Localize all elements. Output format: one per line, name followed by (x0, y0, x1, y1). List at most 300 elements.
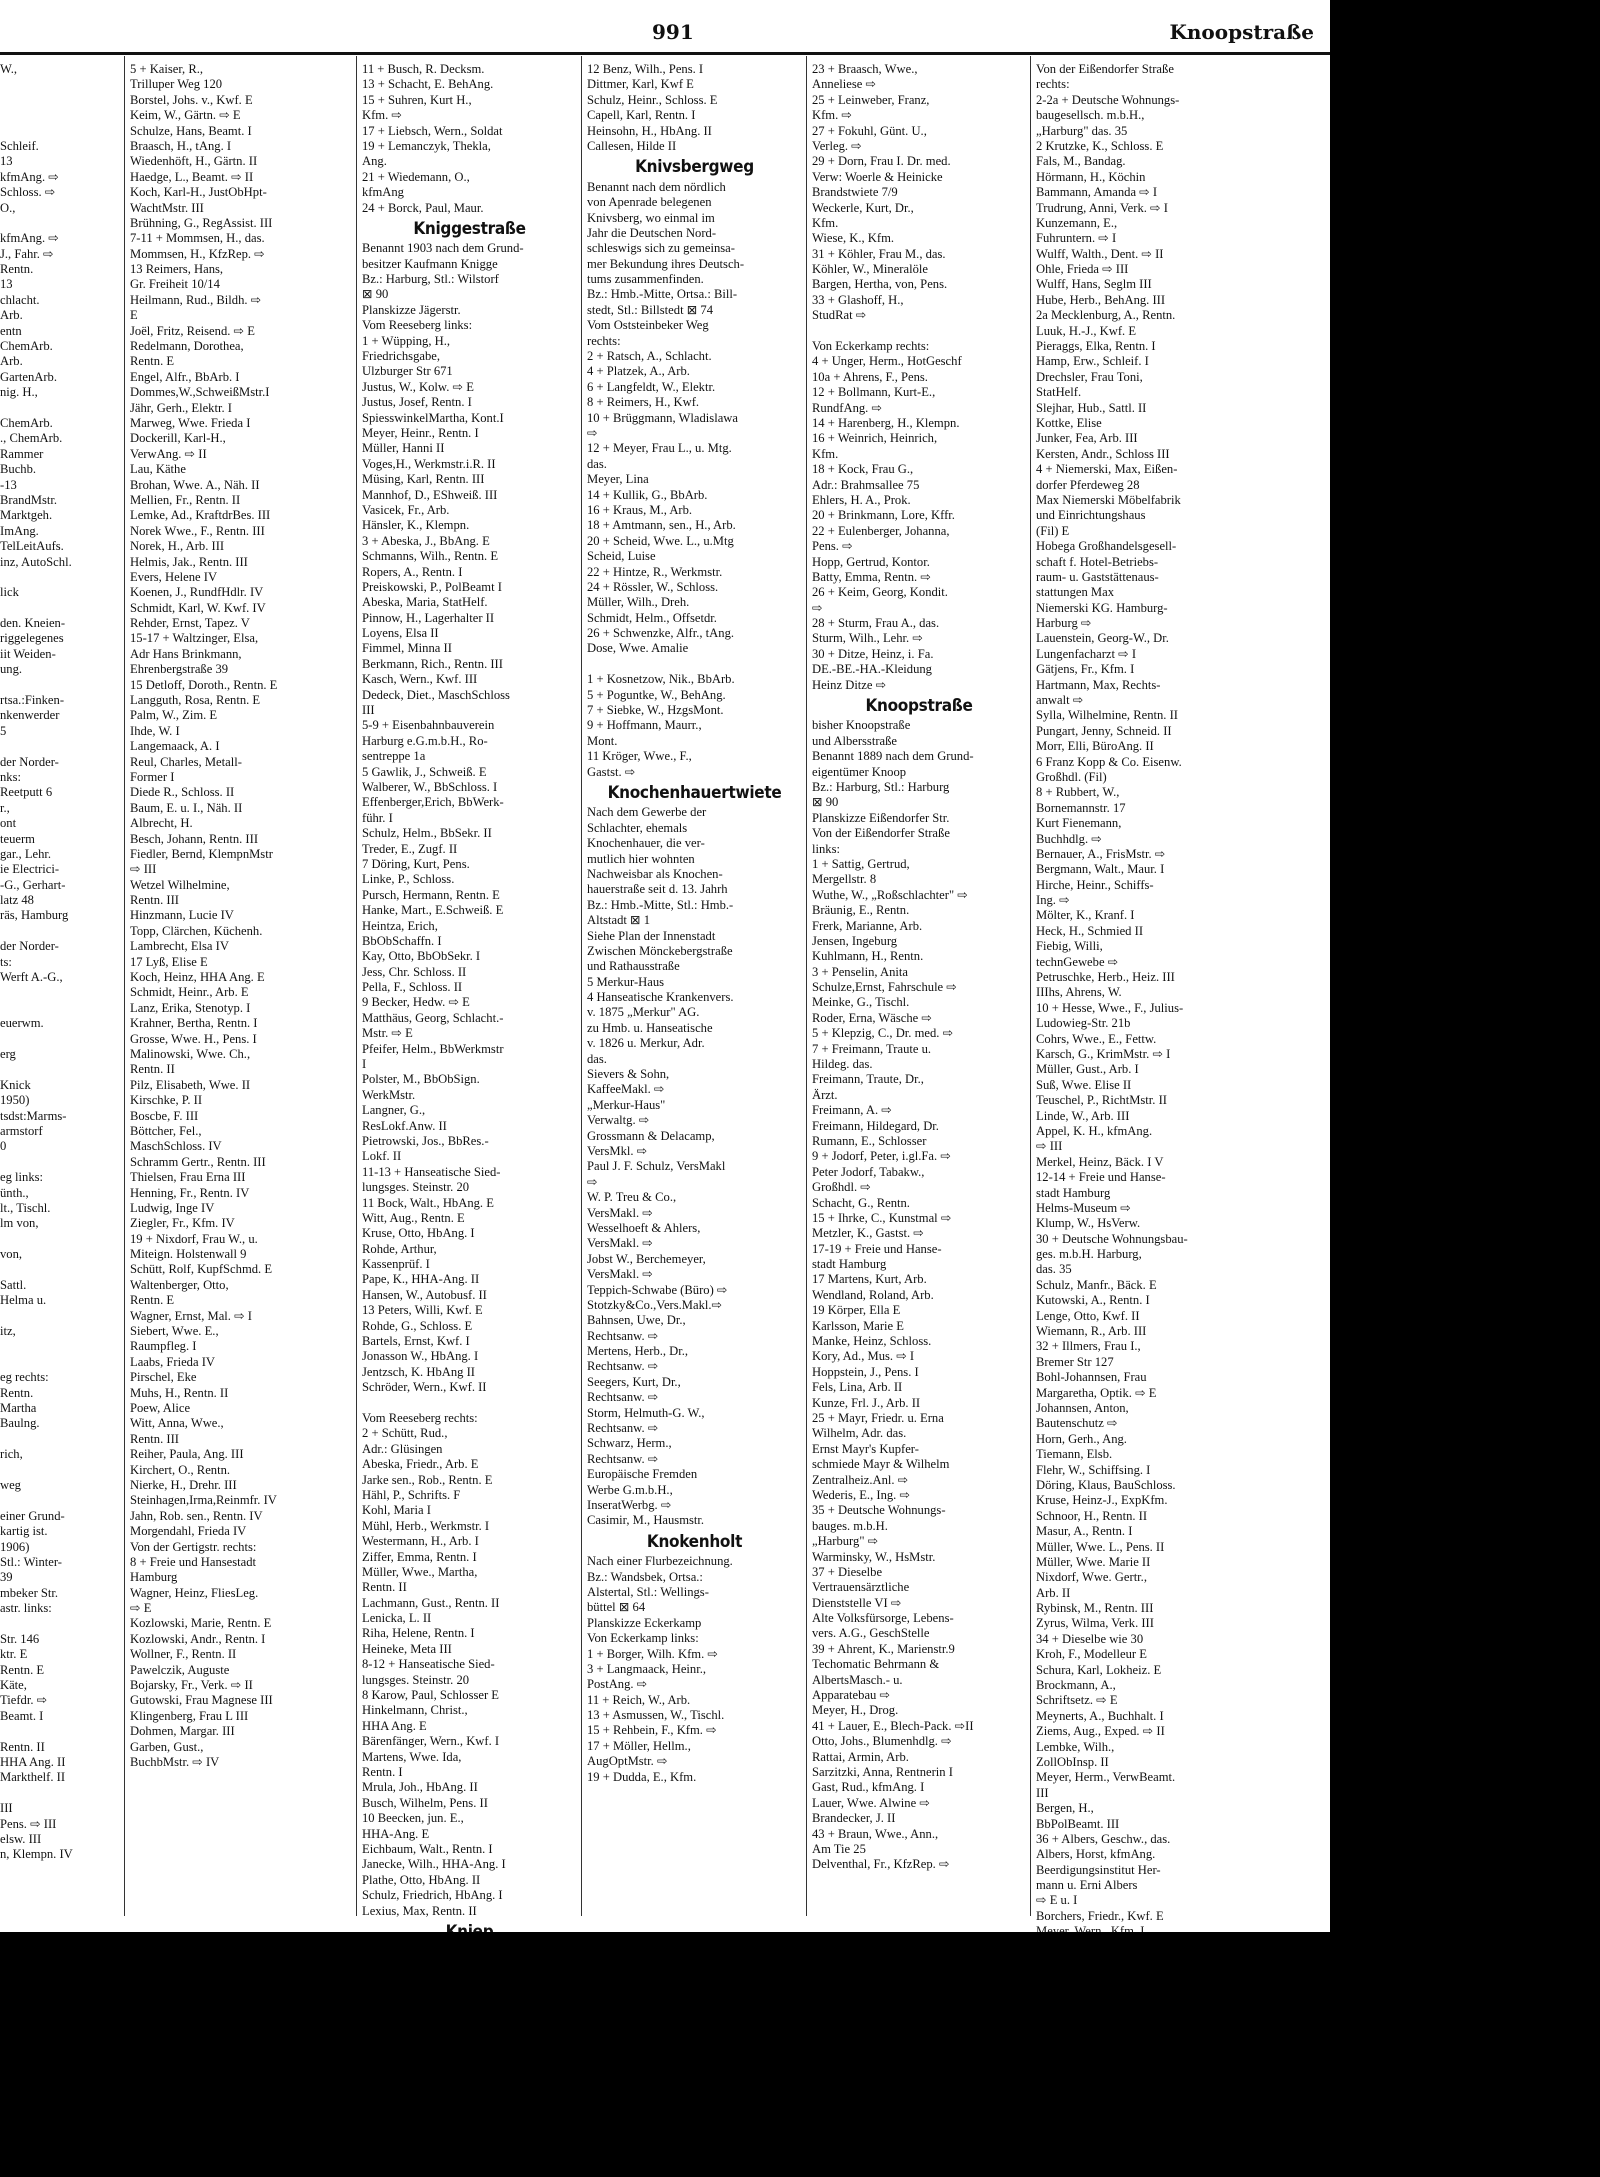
directory-entry: tums zusammenfinden. (587, 272, 704, 287)
directory-entry: Batty, Emma, Rentn. ⇨ (812, 569, 931, 584)
directory-entry (0, 77, 120, 92)
directory-entry: Wollner, F., Rentn. II (130, 1647, 237, 1662)
directory-entry: W., (0, 62, 18, 76)
directory-entry: lt., Tischl. (0, 1200, 51, 1215)
directory-entry: 8 Karow, Paul, Schlosser E (362, 1688, 499, 1703)
directory-entry: iit Weiden- (0, 646, 56, 661)
directory-entry: Muhs, H., Rentn. II (130, 1385, 229, 1400)
directory-entry: 7 + Freimann, Traute u. (812, 1041, 932, 1056)
directory-entry: raum- u. Gaststättenaus- (1036, 569, 1159, 584)
directory-entry: Besch, Johann, Rentn. III (130, 831, 259, 846)
directory-entry: BrandMstr. (0, 492, 58, 507)
directory-entry: Kirchert, O., Rentn. (130, 1462, 231, 1477)
running-head: Knoopstraße (1169, 20, 1314, 44)
directory-entry: Rohde, G., Schloss. E (362, 1318, 473, 1333)
column-divider (581, 56, 582, 1916)
directory-entry: Müller, Wwe. Marie II (1036, 1554, 1151, 1569)
directory-entry: Niemerski KG. Hamburg- (1036, 600, 1168, 615)
directory-entry: Böttcher, Fel., (130, 1123, 202, 1138)
directory-entry: Keim, W., Gärtn. ⇨ E (130, 108, 241, 123)
directory-entry: Werbe G.m.b.H., (587, 1482, 673, 1497)
header-rule (0, 52, 1330, 55)
directory-entry: Mölter, K., Kranf. I (1036, 908, 1135, 923)
directory-entry: Meinke, G., Tischl. (812, 995, 910, 1010)
directory-entry: Benannt 1889 nach dem Grund- (812, 749, 974, 764)
directory-entry: Schnoor, H., Rentn. II (1036, 1508, 1148, 1523)
directory-entry: Morr, Elli, BüroAng. II (1036, 739, 1154, 754)
directory-entry: 10a + Ahrens, F., Pens. (812, 369, 928, 384)
directory-entry: Kurt Fienemann, (1036, 816, 1122, 831)
directory-entry: Sylla, Wilhelmine, Rentn. II (1036, 708, 1178, 723)
directory-entry: HHA-Ang. E (362, 1826, 430, 1841)
directory-entry: Koch, Heinz, HHA Ang. E (130, 970, 265, 985)
directory-entry: Morgendahl, Frieda IV (130, 1524, 247, 1539)
directory-entry: Planskizze Eckerkamp (587, 1615, 702, 1630)
directory-entry: WerkMstr. (362, 1087, 416, 1102)
directory-entry: Jess, Chr. Schloss. II (362, 964, 467, 979)
directory-entry: Kuhlmann, H., Rentn. (812, 949, 924, 964)
directory-entry: W. P. Treu & Co., (587, 1190, 677, 1205)
directory-entry: Langguth, Rosa, Rentn. E (130, 693, 261, 708)
directory-entry: Nach dem Gewerbe der (587, 805, 707, 820)
directory-entry (0, 1432, 120, 1447)
directory-entry: Lembke, Wilh., (1036, 1739, 1115, 1754)
directory-entry: J., Fahr. ⇨ (0, 246, 54, 261)
directory-entry: Techomatic Behrmann & (812, 1657, 940, 1672)
column-4 (812, 62, 1026, 1922)
directory-entry: Freimann, Hildegard, Dr. (812, 1118, 939, 1133)
directory-entry: 11 + Reich, W., Arb. (587, 1692, 691, 1707)
directory-entry: Kfm. (812, 446, 839, 461)
directory-entry: ChemArb. (0, 339, 53, 354)
directory-entry: Langemaack, A. I (130, 739, 220, 754)
directory-entry: besitzer Kaufmann Knigge (362, 256, 498, 271)
directory-entry: Müller, Gust., Arb. I (1036, 1062, 1139, 1077)
directory-entry: Heinz Ditze ⇨ (812, 677, 887, 692)
directory-entry: ⊠ 90 (812, 795, 839, 810)
directory-entry: ie Electrici- (0, 862, 60, 877)
directory-entry: Wiemann, R., Arb. III (1036, 1324, 1147, 1339)
directory-entry: Verw: Woerle & Heinicke (812, 169, 943, 184)
directory-entry: Miteign. Holstenwall 9 (130, 1247, 247, 1262)
directory-entry: StatHelf. (1036, 385, 1082, 400)
directory-entry: Rechtsanw. ⇨ (587, 1451, 659, 1466)
directory-entry: Helms-Museum ⇨ (1036, 1200, 1131, 1215)
directory-entry: Rentn. III (130, 893, 179, 908)
directory-entry: Markthelf. II (0, 1770, 66, 1785)
directory-entry: Pieraggs, Elka, Rentn. I (1036, 339, 1156, 354)
directory-entry: Zwischen Mönckebergstraße (587, 943, 733, 958)
directory-entry: schaft f. Hotel-Betriebs- (1036, 554, 1159, 569)
directory-entry: Schmidt, Helm., Offsetdr. (587, 610, 717, 625)
directory-entry: Bremer Str 127 (1036, 1354, 1114, 1369)
directory-entry: anwalt ⇨ (1036, 693, 1084, 708)
directory-entry: inz, AutoSchl. (0, 554, 72, 569)
directory-entry: 12 + Bollmann, Kurt-E., (812, 385, 936, 400)
directory-entry: Helma u. (0, 1293, 47, 1308)
directory-entry: Mrula, Joh., HbAng. II (362, 1780, 478, 1795)
directory-entry: Pungart, Jenny, Schneid. II (1036, 723, 1172, 738)
directory-entry: erg (0, 1047, 16, 1061)
directory-entry: Nach einer Flurbezeichnung. (587, 1554, 733, 1569)
directory-entry: 5 (0, 723, 7, 738)
directory-entry: Pens. ⇨ III (0, 1816, 57, 1831)
directory-entry: stadt Hamburg (1036, 1185, 1111, 1200)
directory-entry: Voges,H., Werkmstr.i.R. II (362, 456, 496, 471)
directory-entry: Apparatebau ⇨ (812, 1688, 891, 1703)
directory-entry: Langner, G., (362, 1103, 426, 1118)
directory-entry: Ehlers, H. A., Prok. (812, 492, 911, 507)
directory-entry: Vom Oststeinbeker Weg (587, 318, 709, 333)
directory-entry: 27 + Fokuhl, Günt. U., (812, 123, 927, 138)
directory-entry: Garben, Gust., (130, 1739, 204, 1754)
directory-entry: HHA Ang. E (362, 1718, 427, 1733)
directory-entry: Slejhar, Hub., Sattl. II (1036, 400, 1147, 415)
directory-entry: Matthäus, Georg, Schlacht.- (362, 1010, 504, 1025)
column-2 (362, 62, 577, 1922)
directory-entry: Bautenschutz ⇨ (1036, 1416, 1118, 1431)
directory-entry: ünth., (0, 1185, 29, 1200)
directory-entry: Heck, H., Schmied II (1036, 923, 1144, 938)
directory-entry: ont (0, 816, 17, 831)
directory-entry: Lenge, Otto, Kwf. II (1036, 1308, 1140, 1323)
directory-entry: Ang. (362, 154, 387, 169)
directory-entry: Baulng. (0, 1416, 40, 1431)
directory-entry: Arb. II (1036, 1585, 1071, 1600)
directory-entry: BbObSchaffn. I (362, 933, 442, 948)
section-title-knivsbergweg: Knivsbergweg (635, 157, 754, 178)
directory-entry (0, 985, 120, 1000)
directory-entry: Margaretha, Optik. ⇨ E (1036, 1385, 1157, 1400)
directory-entry: Flehr, W., Schiffsing. I (1036, 1462, 1151, 1477)
directory-entry: 8 + Rubbert, W., (1036, 785, 1120, 800)
directory-entry: 5 Gawlik, J., Schweiß. E (362, 764, 487, 779)
directory-entry: Werft A.-G., (0, 970, 63, 985)
directory-entry: ZollObInsp. II (1036, 1754, 1109, 1769)
directory-entry: ⇨ III (130, 862, 157, 877)
directory-entry: Kfm. ⇨ (812, 108, 852, 123)
directory-entry: lm von, (0, 1216, 39, 1231)
directory-entry: Adr.: Brahmsallee 75 (812, 477, 920, 492)
directory-entry: 19 + Dudda, E., Kfm. (587, 1769, 697, 1784)
directory-entry: v. 1875 „Merkur" AG. (587, 1005, 700, 1020)
directory-entry: Wesselhoeft & Ahlers, (587, 1220, 701, 1235)
directory-entry: 30 + Deutsche Wohnungsbau- (1036, 1231, 1188, 1246)
directory-entry: Mellien, Fr., Rentn. II (130, 492, 241, 507)
directory-entry: Gast, Rud., kfmAng. I (812, 1780, 925, 1795)
directory-entry: 4 + Unger, Herm., HotGeschf (812, 354, 962, 369)
directory-entry: Mannhof, D., EShweiß. III (362, 487, 498, 502)
directory-entry: Bammann, Amanda ⇨ I (1036, 185, 1158, 200)
directory-entry: Brohan, Wwe. A., Näh. II (130, 477, 260, 492)
directory-entry: Braasch, H., tAng. I (130, 138, 232, 153)
directory-entry: KaffeeMakl. ⇨ (587, 1082, 665, 1097)
directory-entry: IIIhs, Ahrens, W. (1036, 985, 1122, 1000)
directory-entry: Fels, Lina, Arb. II (812, 1380, 903, 1395)
directory-entry: Bz.: Hmb.-Mitte, Ortsa.: Bill- (587, 287, 738, 302)
directory-entry: Sarzitzki, Anna, Rentnerin I (812, 1764, 953, 1779)
directory-entry: Europäische Fremden (587, 1467, 698, 1482)
directory-entry: Schütt, Rolf, KupfSchmd. E (130, 1262, 273, 1277)
directory-entry: Berkmann, Rich., Rentn. III (362, 656, 503, 671)
directory-entry: Bz.: Harburg, Stl.: Wilstorf (362, 272, 499, 287)
directory-entry: Heilmann, Rud., Bildh. ⇨ (130, 292, 262, 307)
directory-entry: Dedeck, Diet., MaschSchloss (362, 687, 510, 702)
directory-entry: Schröder, Wern., Kwf. II (362, 1380, 487, 1395)
directory-entry: Von Eckerkamp rechts: (812, 339, 930, 354)
directory-entry: Knivsberg, wo einmal im (587, 210, 715, 225)
directory-entry: latz 48 (0, 893, 34, 908)
directory-entry: VersMakl. ⇨ (587, 1267, 653, 1282)
directory-entry: Schulz, Manfr., Bäck. E (1036, 1277, 1157, 1292)
directory-entry: Rentn. II (0, 1739, 45, 1754)
directory-entry: 5 + Poguntke, W., BehAng. (587, 687, 726, 702)
directory-entry: Walberer, W., BbSchloss. I (362, 779, 498, 794)
directory-entry: GartenArb. (0, 369, 57, 384)
directory-entry: stattungen Max (1036, 585, 1114, 600)
directory-entry (0, 739, 120, 754)
directory-entry: Lambrecht, Elsa IV (130, 939, 229, 954)
directory-entry: Linde, W., Arb. III (1036, 1108, 1130, 1123)
directory-entry: 18 + Kock, Frau G., (812, 462, 914, 477)
directory-entry: Meyer, Herm., VerwBeamt. (1036, 1770, 1176, 1785)
directory-entry: 17-19 + Freie und Hanse- (812, 1241, 942, 1256)
directory-entry: 10 Beecken, jun. E., (362, 1811, 464, 1826)
directory-entry: 6 + Langfeldt, W., Elektr. (587, 379, 716, 394)
directory-entry: Engel, Alfr., BbArb. I (130, 369, 240, 384)
directory-entry (0, 1616, 120, 1631)
directory-entry: Köhler, W., Mineralöle (812, 262, 928, 277)
directory-entry: O., (0, 200, 16, 215)
directory-entry: Jahn, Rob. sen., Rentn. IV (130, 1508, 263, 1523)
directory-entry: einer Grund- (0, 1508, 65, 1523)
directory-entry: 1 + Kosnetzow, Nik., BbArb. (587, 672, 735, 687)
directory-entry: Marweg, Wwe. Frieda I (130, 415, 251, 430)
directory-entry: 32 + Illmers, Frau I., (1036, 1339, 1141, 1354)
directory-entry: elsw. III (0, 1831, 42, 1846)
directory-entry (0, 1339, 120, 1354)
directory-entry: Junker, Fea, Arb. III (1036, 431, 1138, 446)
directory-entry: Siehe Plan der Innenstadt (587, 928, 716, 943)
directory-entry: -13 (0, 477, 17, 492)
directory-entry: Wiedenhöft, H., Gärtn. II (130, 154, 258, 169)
directory-entry: 39 + Ahrent, K., Marienstr.9 (812, 1641, 955, 1656)
directory-entry: 3 + Penselin, Anita (812, 964, 908, 979)
directory-entry: Kunze, Frl. J., Arb. II (812, 1395, 921, 1410)
directory-entry: mer Bekundung ihres Deutsch- (587, 256, 745, 271)
directory-entry: Schulz, Heinr., Schloss. E (587, 92, 718, 107)
directory-entry: 28 + Sturm, Frau A., das. (812, 616, 940, 631)
directory-entry: 30 + Ditze, Heinz, i. Fa. (812, 646, 934, 661)
directory-entry: 12 Benz, Wilh., Pens. I (587, 62, 704, 76)
directory-entry: Hinkelmann, Christ., (362, 1703, 468, 1718)
directory-entry: führ. I (362, 810, 393, 825)
directory-entry: Bärenfänger, Wern., Kwf. I (362, 1734, 500, 1749)
directory-entry: InseratWerbg. ⇨ (587, 1497, 672, 1512)
directory-entry: III (1036, 1785, 1049, 1800)
directory-entry: 5 + Kaiser, R., (130, 62, 204, 76)
directory-entry: von, (0, 1247, 23, 1262)
directory-entry: Redelmann, Dorothea, (130, 339, 244, 354)
directory-entry: ⇨ (812, 600, 823, 615)
directory-entry: Planskizze Jägerstr. (362, 302, 461, 317)
directory-entry: bauges. m.b.H. (812, 1518, 888, 1533)
directory-entry: Raumpfleg. I (130, 1339, 197, 1354)
directory-entry: 8-12 + Hanseatische Sied- (362, 1657, 495, 1672)
directory-entry: Treder, E., Zugf. II (362, 841, 458, 856)
directory-entry: Adr.: Glüsingen (362, 1441, 443, 1456)
directory-entry: E (130, 308, 138, 323)
directory-entry: Jahr die Deutschen Nord- (587, 225, 717, 240)
directory-entry (812, 324, 1026, 339)
directory-entry: 31 + Köhler, Frau M., das. (812, 246, 946, 261)
directory-entry: 14 + Kullik, G., BbArb. (587, 487, 708, 502)
directory-entry: Arb. (0, 354, 23, 369)
directory-entry: Metzler, K., Gastst. ⇨ (812, 1226, 924, 1241)
directory-entry: ⇨ E (130, 1601, 152, 1616)
directory-entry: Bz.: Harburg, Stl.: Harburg (812, 779, 950, 794)
directory-entry: Ziffer, Emma, Rentn. I (362, 1549, 477, 1564)
directory-entry: VerwAng. ⇨ II (130, 446, 207, 461)
directory-entry: Joël, Fritz, Reisend. ⇨ E (130, 323, 255, 338)
directory-entry: Benannt nach dem nördlich (587, 179, 726, 194)
directory-entry: Schleif. (0, 138, 39, 153)
directory-entry: Wiese, K., Kfm. (812, 231, 895, 246)
directory-entry: Hinzmann, Lucie IV (130, 908, 234, 923)
directory-entry: Lachmann, Gust., Rentn. II (362, 1595, 500, 1610)
directory-entry: Effenberger,Erich, BbWerk- (362, 795, 504, 810)
directory-entry: euerwm. (0, 1016, 44, 1031)
directory-entry: 12-14 + Freie und Hanse- (1036, 1170, 1166, 1185)
directory-entry: Fals, M., Bandag. (1036, 154, 1126, 169)
directory-entry: Callesen, Hilde II (587, 138, 677, 153)
directory-entry: Mergellstr. 8 (812, 872, 877, 887)
directory-entry: entn (0, 323, 22, 338)
directory-entry: Alte Volksfürsorge, Lebens- (812, 1611, 954, 1626)
directory-entry: Anneliese ⇨ (812, 77, 877, 92)
directory-entry (0, 1001, 120, 1016)
directory-entry: Wagner, Ernst, Mal. ⇨ I (130, 1308, 252, 1323)
directory-entry: rich, (0, 1447, 23, 1462)
directory-entry: Martens, Wwe. Ida, (362, 1749, 462, 1764)
directory-entry: Bojarsky, Fr., Verk. ⇨ II (130, 1678, 253, 1693)
directory-entry: Rechtsanw. ⇨ (587, 1421, 659, 1436)
directory-entry: Bohl-Johannsen, Frau (1036, 1370, 1147, 1385)
directory-entry: 2 + Ratsch, A., Schlacht. (587, 349, 712, 364)
directory-entry (0, 93, 120, 108)
directory-entry: 21 + Wiedemann, O., (362, 169, 470, 184)
directory-entry: 17 + Möller, Hellm., (587, 1738, 691, 1753)
directory-entry: Waltenberger, Otto, (130, 1277, 229, 1292)
directory-entry: kfmAng. ⇨ (0, 231, 59, 246)
directory-entry: 1950) (0, 1093, 30, 1108)
directory-entry: 3 + Abeska, J., BbAng. E (362, 533, 490, 548)
directory-entry: Hube, Herb., BehAng. III (1036, 292, 1166, 307)
column-5 (1036, 62, 1258, 1922)
directory-entry: 12 + Meyer, Frau L., u. Mtg. (587, 441, 732, 456)
directory-entry: Evers, Helene IV (130, 569, 218, 584)
directory-entry: Zentralheiz.Anl. ⇨ (812, 1472, 909, 1487)
directory-entry (0, 1232, 120, 1247)
directory-entry: VersMakl. ⇨ (587, 1205, 653, 1220)
directory-entry: mbeker Str. (0, 1585, 59, 1600)
directory-entry: ⇨ (587, 426, 598, 440)
directory-entry: Friedrichsgabe, (362, 349, 440, 364)
directory-entry: Capell, Karl, Rentn. I (587, 108, 696, 123)
directory-entry: chlacht. (0, 292, 40, 307)
directory-entry: Trilluper Weg 120 (130, 77, 223, 92)
directory-entry: Kottke, Elise (1036, 415, 1102, 430)
directory-entry: teuerm (0, 831, 35, 846)
directory-entry: lungsges. Steinstr. 20 (362, 1180, 470, 1195)
page-header (0, 18, 1330, 54)
directory-entry: Brandstwiete 7/9 (812, 185, 898, 200)
directory-entry: Pfeifer, Helm., BbWerkmstr (362, 1041, 504, 1056)
directory-entry: 1 + Sattig, Gertrud, (812, 856, 910, 871)
directory-entry: Schloss. ⇨ (0, 185, 56, 200)
directory-entry: Helmis, Jak., Rentn. III (130, 554, 248, 569)
directory-entry: Hamburg (130, 1570, 178, 1585)
directory-entry: Pape, K., HHA-Ang. II (362, 1272, 480, 1287)
directory-entry: Kirschke, P. II (130, 1093, 203, 1108)
directory-entry: Hörmann, H., Köchin (1036, 169, 1146, 184)
directory-entry: 4 + Platzek, A., Arb. (587, 364, 690, 379)
directory-entry: Großhdl. (Fil) (1036, 769, 1107, 784)
directory-entry: Karsch, G., KrimMstr. ⇨ I (1036, 1047, 1171, 1061)
directory-entry: Dienststelle VI ⇨ (812, 1595, 902, 1610)
directory-entry (0, 1032, 120, 1047)
directory-entry: Trudrung, Anni, Verk. ⇨ I (1036, 200, 1168, 215)
directory-entry: 2a Mecklenburg, A., Rentn. (1036, 308, 1176, 323)
directory-entry: Schmidt, Heinr., Arb. E (130, 985, 249, 1000)
directory-entry: Horn, Gerh., Ang. (1036, 1431, 1127, 1446)
directory-entry: Hänsler, K., Klempn. (362, 518, 470, 533)
directory-entry: „Harburg" ⇨ (812, 1534, 879, 1549)
directory-entry: Ehrenbergstraße 39 (130, 662, 229, 677)
directory-entry: 14 + Harenberg, H., Klempn. (812, 415, 960, 430)
directory-entry: baugesellsch. m.b.H., (1036, 108, 1145, 123)
directory-entry: bisher Knoopstraße (812, 718, 911, 733)
directory-entry: Pawelczik, Auguste (130, 1662, 230, 1677)
directory-entry: Sievers & Sohn, (587, 1067, 670, 1082)
directory-entry: Justus, W., Kolw. ⇨ E (362, 379, 474, 394)
directory-entry: Teuschel, P., RichtMstr. II (1036, 1093, 1167, 1108)
directory-entry: v. 1826 u. Merkur, Adr. (587, 1036, 705, 1051)
directory-entry: Palm, W., Zim. E (130, 708, 218, 723)
directory-entry: nkenwerder (0, 708, 60, 723)
directory-entry: ⊠ 90 (362, 287, 389, 302)
directory-entry: Lexius, Max, Rentn. II (362, 1903, 477, 1918)
directory-entry: Marktgeh. (0, 508, 53, 523)
directory-entry: rechts: (1036, 77, 1070, 92)
directory-entry: Loyens, Elsa II (362, 626, 439, 641)
directory-entry: Rohde, Arthur, (362, 1241, 437, 1256)
directory-entry (0, 1355, 120, 1370)
directory-entry: Wulff, Walth., Dent. ⇨ II (1036, 246, 1164, 261)
directory-entry: Fuhruntern. ⇨ I (1036, 231, 1117, 246)
directory-entry: Kutowski, A., Rentn. I (1036, 1293, 1150, 1308)
directory-entry: Nierke, H., Drehr. III (130, 1477, 237, 1492)
directory-entry: I (362, 1057, 367, 1072)
directory-entry: Ziems, Aug., Exped. ⇨ II (1036, 1724, 1165, 1739)
directory-entry: rtsa.:Finken- (0, 693, 65, 708)
directory-entry: Seegers, Kurt, Dr., (587, 1374, 681, 1389)
column-1 (130, 62, 352, 1922)
directory-entry (0, 401, 120, 416)
directory-entry: kfmAng. ⇨ (0, 169, 59, 184)
directory-entry: 33 + Glashoff, H., (812, 292, 904, 307)
directory-entry: Albrecht, H. (130, 816, 193, 831)
